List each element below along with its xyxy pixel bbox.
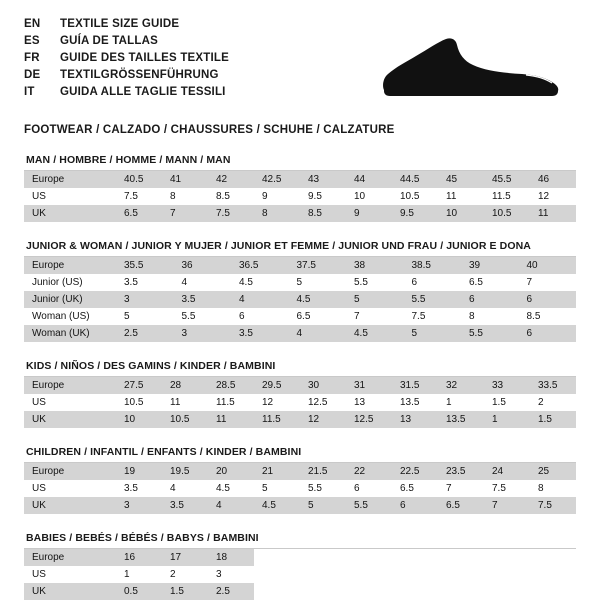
- size-cell: 35.5: [116, 257, 174, 274]
- size-cell: 6.5: [296, 311, 311, 322]
- size-cell: 8: [254, 205, 300, 222]
- size-cell: 17: [162, 549, 208, 566]
- size-cell: 4.5: [254, 497, 300, 514]
- size-cell: 10.5: [400, 191, 420, 202]
- size-cell: 12: [300, 411, 346, 428]
- table-row: [24, 566, 576, 583]
- size-table: [24, 171, 576, 222]
- size-cell: [254, 566, 300, 583]
- size-cell: 11: [530, 205, 576, 222]
- size-cell: 6: [411, 277, 418, 288]
- size-cell: 4: [170, 483, 176, 494]
- size-cell: 4.5: [239, 277, 253, 288]
- size-cell: 9.5: [308, 191, 322, 202]
- table-row: [24, 188, 576, 205]
- size-cell: [530, 583, 576, 600]
- size-cell: 19: [116, 463, 162, 480]
- table-row: [24, 325, 576, 342]
- size-cell: 4.5: [216, 483, 230, 494]
- language-code: EN: [24, 18, 41, 30]
- size-cell: 24: [484, 463, 530, 480]
- size-cell: 39: [461, 257, 519, 274]
- row-label: Europe: [24, 463, 116, 480]
- size-cell: 32: [438, 377, 484, 394]
- language-code: FR: [24, 52, 40, 64]
- language-row: [24, 16, 576, 33]
- size-cell: [438, 566, 484, 583]
- size-cell: 40: [519, 257, 577, 274]
- size-cell: 13.5: [400, 397, 420, 408]
- size-cell: 1.5: [492, 397, 506, 408]
- size-cell: 38.5: [404, 257, 462, 274]
- size-cell: 3.5: [124, 277, 138, 288]
- size-cell: 7.5: [208, 205, 254, 222]
- size-cell: 7.5: [411, 311, 426, 322]
- size-cell: [392, 566, 438, 583]
- language-title: GUIDA ALLE TAGLIE TESSILI: [60, 86, 226, 98]
- size-cell: 7: [354, 311, 360, 322]
- size-cell: 12.5: [308, 397, 328, 408]
- size-cell: 12.5: [346, 411, 392, 428]
- language-title: GUIDE DES TAILLES TEXTILE: [60, 52, 229, 64]
- size-cell: 5.5: [354, 277, 368, 288]
- size-cell: [392, 583, 438, 600]
- language-code: DE: [24, 69, 41, 81]
- size-cell: 3.5: [231, 325, 289, 342]
- size-cell: 6: [392, 497, 438, 514]
- size-cell: 13: [392, 411, 438, 428]
- row-label: Europe: [24, 377, 116, 394]
- size-cell: 36: [174, 257, 232, 274]
- size-cell: [300, 583, 346, 600]
- row-label: US: [32, 483, 46, 494]
- size-cell: [392, 549, 438, 566]
- size-cell: 9.5: [392, 205, 438, 222]
- size-cell: 5: [262, 483, 268, 494]
- size-cell: 42: [208, 171, 254, 188]
- size-cell: 21.5: [300, 463, 346, 480]
- size-cell: 6: [519, 325, 577, 342]
- table-row: [24, 257, 576, 274]
- size-cell: 33.5: [530, 377, 576, 394]
- row-label: US: [32, 397, 46, 408]
- size-cell: 11: [446, 191, 457, 202]
- size-cell: 45: [438, 171, 484, 188]
- size-cell: 6.5: [116, 205, 162, 222]
- size-cell: 3: [116, 291, 174, 308]
- size-cell: 7.5: [124, 191, 138, 202]
- size-cell: 10: [354, 191, 366, 202]
- row-label: Woman (UK): [24, 325, 116, 342]
- size-cell: 18: [208, 549, 254, 566]
- size-cell: 37.5: [289, 257, 347, 274]
- size-cell: 22.5: [392, 463, 438, 480]
- page-title: FOOTWEAR / CALZADO / CHAUSSURES / SCHUHE / CALZATURE: [24, 124, 395, 136]
- size-cell: 5: [300, 497, 346, 514]
- size-cell: 2: [170, 569, 176, 580]
- table-row: [24, 171, 576, 188]
- size-cell: 30: [300, 377, 346, 394]
- size-cell: [530, 549, 576, 566]
- size-cell: 7.5: [492, 483, 506, 494]
- size-cell: 5.5: [181, 311, 196, 322]
- size-cell: 8.5: [300, 205, 346, 222]
- size-cell: 44: [346, 171, 392, 188]
- size-cell: [484, 583, 530, 600]
- table-row: [24, 274, 576, 291]
- size-cell: [484, 549, 530, 566]
- size-cell: 3.5: [174, 291, 232, 308]
- language-title: GUÍA DE TALLAS: [60, 35, 158, 47]
- size-cell: 8: [538, 483, 544, 494]
- row-label: UK: [24, 497, 116, 514]
- language-title: TEXTILE SIZE GUIDE: [60, 18, 180, 30]
- size-cell: 5.5: [461, 325, 519, 342]
- size-tables-container: [24, 154, 576, 600]
- size-cell: 13.5: [438, 411, 484, 428]
- size-cell: 10.5: [484, 205, 530, 222]
- size-table: [24, 257, 576, 342]
- size-cell: [530, 566, 576, 583]
- size-cell: [346, 549, 392, 566]
- size-cell: 4.5: [346, 325, 404, 342]
- size-cell: 8.5: [216, 191, 230, 202]
- size-cell: 6.5: [400, 483, 414, 494]
- row-label: UK: [24, 583, 116, 600]
- size-cell: [346, 583, 392, 600]
- size-cell: 41: [162, 171, 208, 188]
- size-cell: 36.5: [231, 257, 289, 274]
- size-cell: 11.5: [254, 411, 300, 428]
- table-row: [24, 377, 576, 394]
- size-cell: 23.5: [438, 463, 484, 480]
- size-cell: 5.5: [404, 291, 462, 308]
- size-cell: 0.5: [116, 583, 162, 600]
- row-label: Europe: [24, 549, 116, 566]
- size-cell: 6.5: [469, 277, 483, 288]
- size-cell: 10.5: [162, 411, 208, 428]
- size-cell: 46: [530, 171, 576, 188]
- size-cell: 4: [181, 277, 188, 288]
- language-title: TEXTILGRÖSSENFÜHRUNG: [60, 69, 219, 81]
- row-label: Europe: [24, 171, 116, 188]
- size-cell: [254, 583, 300, 600]
- size-cell: 16: [116, 549, 162, 566]
- size-cell: 11.5: [216, 397, 235, 408]
- size-cell: 8.5: [526, 311, 541, 322]
- size-cell: 7.5: [530, 497, 576, 514]
- size-cell: 27.5: [116, 377, 162, 394]
- table-row: [24, 411, 576, 428]
- size-cell: 12: [262, 397, 274, 408]
- size-cell: 4.5: [289, 291, 347, 308]
- size-table: [24, 549, 576, 600]
- size-cell: 5: [124, 311, 130, 322]
- table-row: [24, 583, 576, 600]
- size-cell: 7: [162, 205, 208, 222]
- size-group: [24, 446, 576, 514]
- size-table: [24, 377, 576, 428]
- size-group-title: JUNIOR & WOMAN / JUNIOR Y MUJER / JUNIOR ET FEMME / JUNIOR UND FRAU / JUNIOR E DONA: [26, 240, 531, 252]
- size-cell: 11.5: [492, 191, 511, 202]
- size-cell: 4: [231, 291, 289, 308]
- size-cell: [438, 583, 484, 600]
- size-cell: 2.5: [116, 325, 174, 342]
- size-cell: 5: [346, 291, 404, 308]
- size-table: [24, 463, 576, 514]
- size-cell: 21: [254, 463, 300, 480]
- size-cell: 20: [208, 463, 254, 480]
- size-cell: 10: [116, 411, 162, 428]
- size-cell: 3: [216, 569, 222, 580]
- table-row: [24, 497, 576, 514]
- table-row: [24, 480, 576, 497]
- size-cell: 6: [461, 291, 519, 308]
- size-cell: 10: [438, 205, 484, 222]
- row-label: Junior (UK): [24, 291, 116, 308]
- size-cell: 38: [346, 257, 404, 274]
- size-cell: [300, 549, 346, 566]
- size-cell: 44.5: [392, 171, 438, 188]
- size-cell: 45.5: [484, 171, 530, 188]
- size-cell: 3: [174, 325, 232, 342]
- size-cell: 1: [484, 411, 530, 428]
- size-cell: [484, 566, 530, 583]
- size-cell: 3: [116, 497, 162, 514]
- size-cell: 1.5: [530, 411, 576, 428]
- row-label: UK: [24, 205, 116, 222]
- size-cell: 12: [538, 191, 550, 202]
- size-cell: 6: [519, 291, 577, 308]
- size-group-title: BABIES / BEBÉS / BÉBÉS / BABYS / BAMBINI: [26, 532, 259, 544]
- table-row: [24, 291, 576, 308]
- size-cell: 5: [404, 325, 462, 342]
- size-cell: 9: [346, 205, 392, 222]
- size-cell: 43: [300, 171, 346, 188]
- language-code: ES: [24, 35, 40, 47]
- size-cell: 3.5: [124, 483, 138, 494]
- size-cell: 29.5: [254, 377, 300, 394]
- size-cell: 25: [530, 463, 576, 480]
- size-cell: 28: [162, 377, 208, 394]
- table-row: [24, 463, 576, 480]
- row-label: US: [32, 569, 46, 580]
- size-cell: 28.5: [208, 377, 254, 394]
- size-cell: 10.5: [124, 397, 144, 408]
- size-cell: 6.5: [438, 497, 484, 514]
- size-group-title: MAN / HOMBRE / HOMME / MANN / MAN: [26, 154, 231, 166]
- size-cell: 2: [538, 397, 544, 408]
- row-label: US: [32, 191, 46, 202]
- size-cell: 2.5: [208, 583, 254, 600]
- row-label: Junior (US): [32, 277, 83, 288]
- size-cell: 5.5: [308, 483, 322, 494]
- table-row: [24, 549, 576, 566]
- size-cell: 3.5: [162, 497, 208, 514]
- size-cell: [300, 566, 346, 583]
- size-cell: 5: [296, 277, 303, 288]
- size-cell: 7: [526, 277, 533, 288]
- size-group-title: CHILDREN / INFANTIL / ENFANTS / KINDER / BAMBINI: [26, 446, 302, 458]
- size-cell: [254, 549, 300, 566]
- size-group: [24, 360, 576, 428]
- size-cell: 5.5: [346, 497, 392, 514]
- size-cell: [346, 566, 392, 583]
- size-cell: 8: [170, 191, 176, 202]
- size-cell: 6: [354, 483, 360, 494]
- size-group: [24, 154, 576, 222]
- size-cell: 9: [262, 191, 268, 202]
- row-label: Woman (US): [32, 311, 90, 322]
- size-group-title: KIDS / NIÑOS / DES GAMINS / KINDER / BAMBINI: [26, 360, 276, 372]
- language-code: IT: [24, 86, 35, 98]
- size-cell: 4: [208, 497, 254, 514]
- size-cell: 42.5: [254, 171, 300, 188]
- size-cell: 22: [346, 463, 392, 480]
- size-cell: 4: [289, 325, 347, 342]
- row-label: Europe: [24, 257, 116, 274]
- document-header: [24, 16, 576, 112]
- size-cell: 40.5: [116, 171, 162, 188]
- size-cell: 7: [446, 483, 452, 494]
- dress-shoe-icon: [376, 34, 566, 104]
- size-cell: [438, 549, 484, 566]
- size-cell: 8: [469, 311, 475, 322]
- size-group: [24, 532, 576, 600]
- row-label: UK: [24, 411, 116, 428]
- size-cell: 33: [484, 377, 530, 394]
- size-cell: 1: [124, 569, 130, 580]
- size-cell: 11: [170, 397, 181, 408]
- size-cell: 1: [446, 397, 452, 408]
- size-cell: 1.5: [162, 583, 208, 600]
- size-cell: 19.5: [162, 463, 208, 480]
- size-cell: 11: [208, 411, 254, 428]
- size-group: [24, 240, 576, 342]
- table-row: [24, 205, 576, 222]
- table-row: [24, 394, 576, 411]
- size-cell: 31.5: [392, 377, 438, 394]
- size-cell: 31: [346, 377, 392, 394]
- size-cell: 6: [239, 311, 245, 322]
- size-cell: 7: [484, 497, 530, 514]
- size-cell: 13: [354, 397, 366, 408]
- table-row: [24, 308, 576, 325]
